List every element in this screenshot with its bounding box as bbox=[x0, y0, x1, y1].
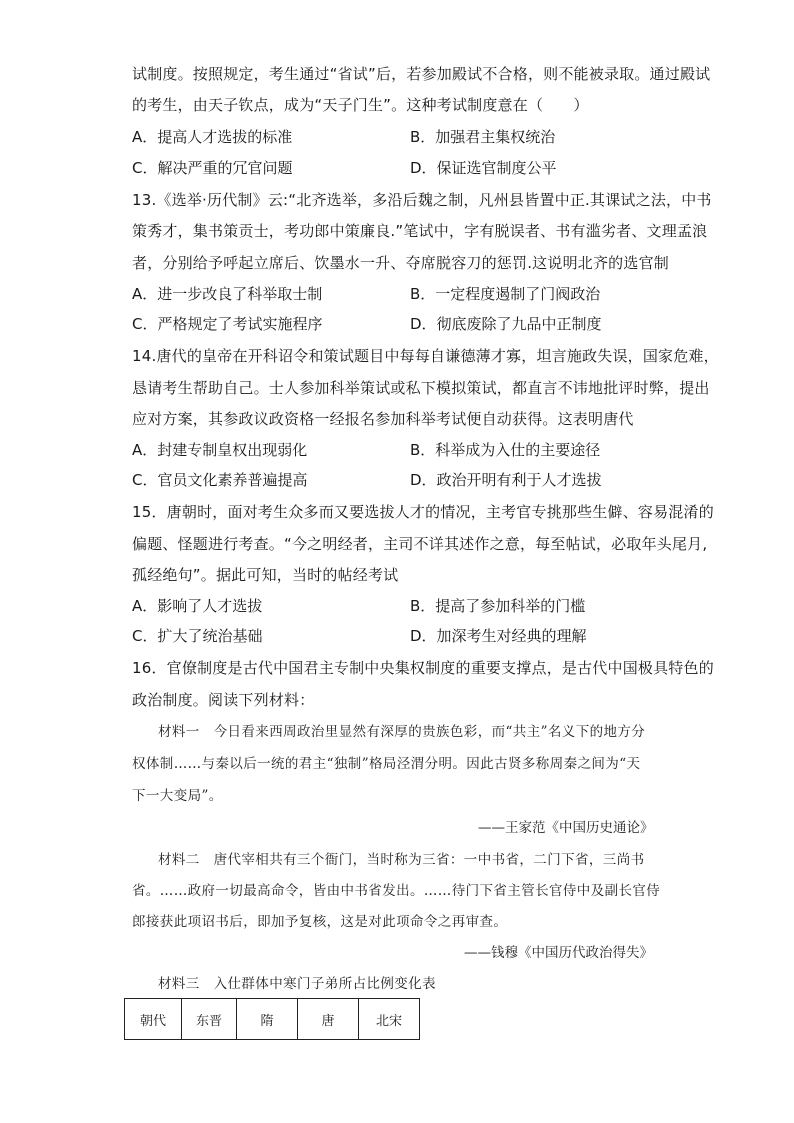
q12-stem-line-2: 的考生，由天子钦点，成为“天子门生”。这种考试制度意在（ ） bbox=[132, 96, 589, 114]
table-header-cell: 北宋 bbox=[359, 999, 420, 1040]
material-3-table bbox=[124, 998, 420, 1040]
q14-option-a[interactable]: A．封建专制皇权出现弱化 bbox=[132, 441, 308, 459]
q13-option-b[interactable]: B．一定程度遏制了门阀政治 bbox=[410, 285, 601, 303]
q12-option-b[interactable]: B．加强君主集权统治 bbox=[410, 128, 556, 146]
q14-stem-line-1: 14.唐代的皇帝在开科诏令和策试题目中每每自谦德薄才寡，坦言施政失误，国家危难， bbox=[132, 347, 719, 365]
q12-option-a[interactable]: A．提高人才选拔的标准 bbox=[132, 128, 293, 146]
material-2-source: ——钱穆《中国历代政治得失》 bbox=[464, 945, 653, 961]
material-2-line-1: 材料二 唐代宰相共有三个衙门，当时称为三省：一中书省，二门下省，三尚书 bbox=[158, 852, 645, 868]
q15-option-b[interactable]: B．提高了参加科举的门槛 bbox=[410, 597, 586, 615]
q14-stem-line-3: 应对方案，其参政议政资格一经报名参加科举考试便自动获得。这表明唐代 bbox=[132, 410, 634, 428]
material-2-line-3: 郎接获此项诏书后，即加予复核，这是对此项命令之再审查。 bbox=[132, 914, 508, 930]
q16-stem-line-1: 16．官僚制度是古代中国君主专制中央集权制度的重要支撑点，是古代中国极具特色的 bbox=[132, 659, 714, 677]
material-1-source: ——王家范《中国历史通论》 bbox=[478, 820, 654, 836]
q13-stem-line-1: 13.《选举·历代制》云:“北齐选举，多沿后魏之制，凡州县皆置中正.其课试之法，中书 bbox=[132, 191, 712, 209]
table-header-cell: 唐 bbox=[298, 999, 359, 1040]
table-header-cell: 东晋 bbox=[182, 999, 237, 1040]
material-3-caption: 材料三 入仕群体中寒门子弟所占比例变化表 bbox=[158, 976, 436, 992]
q13-stem-line-2: 策秀才，集书策贡士，考功郎中策廉良.”笔试中，字有脱误者、书有滥劣者、文理孟浪 bbox=[132, 222, 708, 240]
q13-option-d[interactable]: D．彻底废除了九品中正制度 bbox=[410, 315, 602, 333]
q14-stem-line-2: 恳请考生帮助自己。士人参加科举策试或私下模拟策试，都直言不讳地批评时弊，提出 bbox=[132, 379, 710, 397]
q15-stem-line-3: 孤经绝句”。据此可知，当时的帖经考试 bbox=[132, 566, 399, 584]
q14-option-c[interactable]: C．官员文化素养普遍提高 bbox=[132, 471, 308, 489]
material-1-line-1: 材料一 今日看来西周政治里显然有深厚的贵族色彩，而“共主”名义下的地方分 bbox=[158, 724, 646, 740]
q13-option-a[interactable]: A．进一步改良了科举取士制 bbox=[132, 285, 323, 303]
q14-option-d[interactable]: D．政治开明有利于人才选拔 bbox=[410, 471, 602, 489]
q13-stem-line-3: 者，分别给予呼起立席后、饮墨水一升、夺席脱容刀的惩罚.这说明北齐的选官制 bbox=[132, 254, 669, 272]
q15-option-a[interactable]: A．影响了人才选拔 bbox=[132, 597, 263, 615]
q16-stem-line-2: 政治制度。阅读下列材料： bbox=[132, 691, 315, 709]
q13-option-c[interactable]: C．严格规定了考试实施程序 bbox=[132, 315, 323, 333]
q15-option-c[interactable]: C．扩大了统治基础 bbox=[132, 627, 263, 645]
table-header-row bbox=[125, 999, 420, 1040]
table-header-cell: 隋 bbox=[237, 999, 298, 1040]
q12-stem-line-1: 试制度。按照规定，考生通过“省试”后，若参加殿试不合格，则不能被录取。通过殿试 bbox=[132, 65, 711, 83]
material-1-line-3: 下一大变局”。 bbox=[132, 788, 223, 804]
q12-option-c[interactable]: C．解决严重的冗官问题 bbox=[132, 159, 293, 177]
q15-option-d[interactable]: D．加深考生对经典的理解 bbox=[410, 627, 587, 645]
q15-stem-line-2: 偏题、怪题进行考查。“今之明经者，主司不详其述作之意，每至帖试，必取年头尾月, bbox=[132, 535, 708, 553]
table-header-cell: 朝代 bbox=[125, 999, 182, 1040]
q15-stem-line-1: 15．唐朝时，面对考生众多而又要选拔人才的情况，主考官专挑那些生僻、容易混淆的 bbox=[132, 503, 714, 521]
material-1-line-2: 权体制……与秦以后一统的君主“独制”格局泾渭分明。因此古贤多称周秦之间为“天 bbox=[132, 756, 641, 772]
q12-option-d[interactable]: D．保证选官制度公平 bbox=[410, 159, 557, 177]
material-2-line-2: 省。……政府一切最高命令，皆由中书省发出。……待门下省主管长官侍中及副长官侍 bbox=[132, 883, 661, 899]
q14-option-b[interactable]: B．科举成为入仕的主要途径 bbox=[410, 441, 601, 459]
